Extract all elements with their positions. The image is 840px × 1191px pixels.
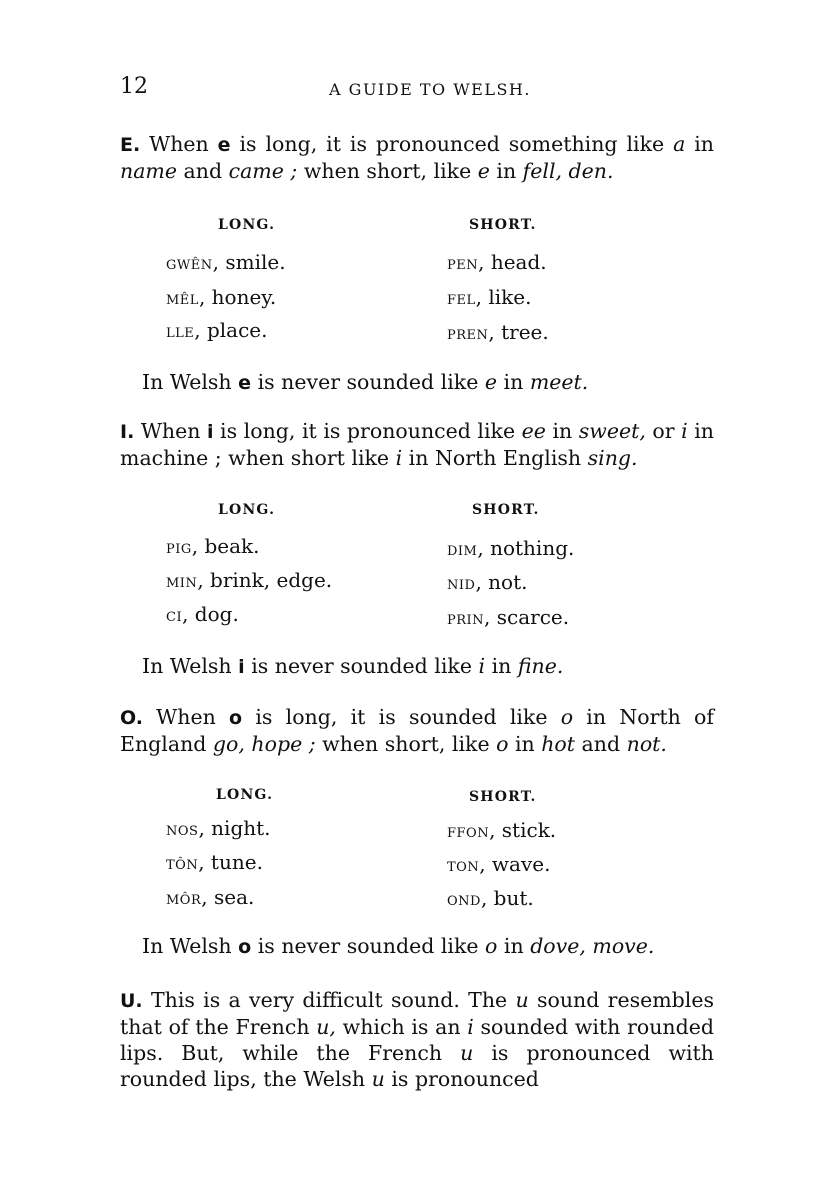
long-entry: ci, dog. <box>166 602 239 626</box>
long-entry: nos, night. <box>166 816 271 840</box>
short-entry: pen, head. <box>447 250 547 274</box>
page-number: 12 <box>120 74 148 99</box>
long-column-header: LONG. <box>216 787 274 803</box>
section-e-note: In Welsh e is never sounded like e in meet. <box>142 370 589 394</box>
short-entry: pren, tree. <box>447 320 549 344</box>
section-i-note: In Welsh i is never sounded like i in fine. <box>142 654 564 678</box>
short-entry: ton, wave. <box>447 852 551 876</box>
section-o-intro: O. When o is long, it is sounded like o in North of England go, hope ; when short, like o in hot and not. <box>120 705 714 756</box>
short-entry: ond, but. <box>447 886 534 910</box>
short-column-header: SHORT. <box>472 502 540 518</box>
short-entry: dim, nothing. <box>447 536 575 560</box>
long-column-header: LONG. <box>218 217 276 233</box>
section-o-note: In Welsh o is never sounded like o in dove, move. <box>142 934 655 958</box>
short-entry: ffon, stick. <box>447 818 557 842</box>
long-entry: môr, sea. <box>166 885 255 909</box>
long-entry: pig, beak. <box>166 534 260 558</box>
section-letter: I. <box>120 421 135 443</box>
section-e-intro: E. When e is long, it is pronounced something like a in name and came ; when short, like e in fell, den. <box>120 132 714 183</box>
long-entry: mêl, honey. <box>166 285 277 309</box>
section-u-paragraph: U. This is a very difficult sound. The u sound resembles that of the French u, which is an i sounded with rounded lips. But, while the French u is pronounced with rounded lips, the Welsh u is pronounced <box>120 988 715 1091</box>
short-column-header: SHORT. <box>469 217 537 233</box>
section-i-intro: I. When i is long, it is pronounced like ee in sweet, or i in machine ; when short like i in North English sing. <box>120 419 714 470</box>
long-entry: min, brink, edge. <box>166 568 333 592</box>
long-column-header: LONG. <box>218 502 276 518</box>
long-entry: lle, place. <box>166 318 268 342</box>
short-entry: prin, scarce. <box>447 605 570 629</box>
short-column-header: SHORT. <box>469 789 537 805</box>
long-entry: tôn, tune. <box>166 850 263 874</box>
long-entry: gwên, smile. <box>166 250 286 274</box>
section-letter: O. <box>120 707 143 729</box>
running-title: A GUIDE TO WELSH. <box>329 80 531 99</box>
short-entry: nid, not. <box>447 570 528 594</box>
section-letter: E. <box>120 134 141 156</box>
section-letter: U. <box>120 990 143 1012</box>
short-entry: fel, like. <box>447 285 532 309</box>
